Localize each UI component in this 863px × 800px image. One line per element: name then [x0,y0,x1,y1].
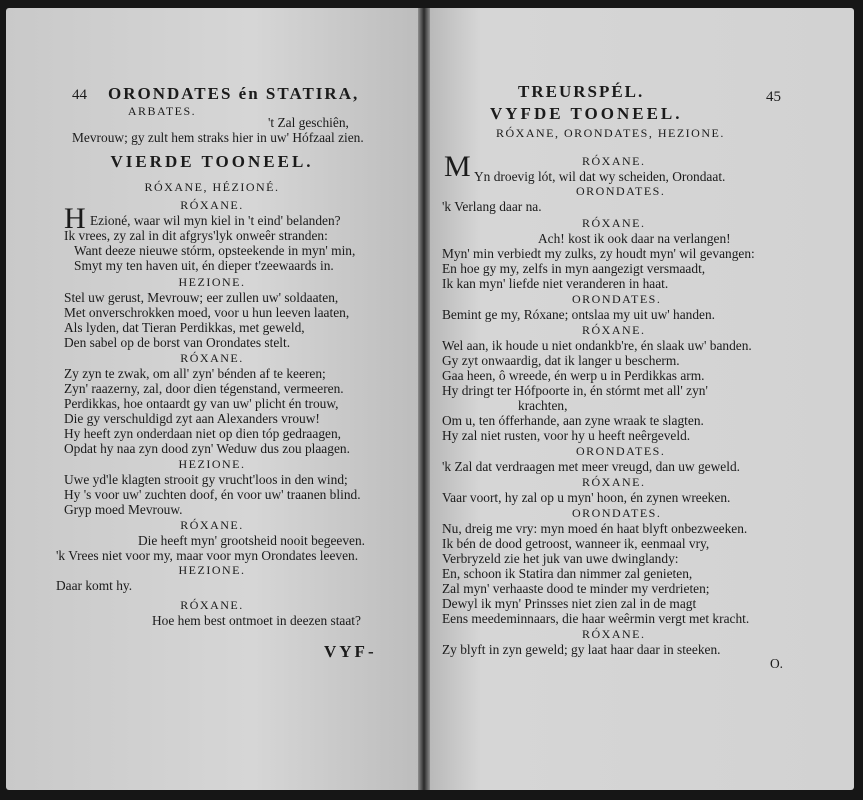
text-line: Ach! kost ik ook daar na verlangen! [538,231,731,246]
speaker-label: ORONDATES. [576,444,666,458]
running-head-right: TREURSPÉL. [518,82,645,101]
text-line: Hoe hem best ontmoet in deezen staat? [152,613,361,628]
left-page [6,8,418,790]
speaker-label: RÓXANE. [582,475,646,489]
scene-title: VIERDE TOONEEL. [110,152,314,171]
running-head-left: ORONDATES én STATIRA, [108,84,360,103]
speaker-label: RÓXANE. [180,351,244,365]
speaker-label: ORONDATES. [572,506,662,520]
speaker-label: ORONDATES. [572,292,662,306]
text-line: Vaar voort, hy zal op u myn' hoon, én zynen wreeken. [442,490,731,505]
text-line: Hy heeft zyn onderdaan niet op dien tóp gedraagen, [64,426,342,441]
text-line: krachten, [518,398,568,413]
drop-cap: H [64,202,86,235]
text-line: Ezioné, waar wil myn kiel in 't eind' belanden? [90,213,341,228]
speaker-label: RÓXANE. [180,518,244,532]
text-line: Ik bén de dood getroost, wanneer ik, eenmaal vry, [442,536,710,551]
speaker-label: RÓXANE. [180,198,244,212]
text-line: 't Zal geschiên, [268,115,349,130]
text-line: Verbryzeld zie het juk van uwe dwinglandy: [442,551,679,566]
text-line: 'k Vrees niet voor my, maar voor myn Orondates leeven. [56,548,359,563]
text-line: Uwe yd'le klagten strooit gy vrucht'loos in den wind; [64,472,348,487]
drop-cap: M [444,150,471,183]
speaker-label: HEZIONE. [178,457,246,471]
text-line: Met onverschrokken moed, voor u hun leeven laaten, [64,305,350,320]
text-line: Ik kan myn' liefde niet veranderen in haat. [442,276,669,291]
book-gutter [418,8,430,790]
text-line: Om u, ten ófferhande, aan zyne wraak te slagten. [442,413,704,428]
text-line: Zy blyft in zyn geweld; gy laat haar daar in steeken. [442,642,721,657]
speaker-label: RÓXANE. [582,154,646,168]
characters-line: RÓXANE, ORONDATES, HEZIONE. [496,126,725,140]
text-line: Hy zal niet rusten, voor hy u heeft neêrgeveld. [442,428,691,443]
text-line: 'k Zal dat verdraagen met meer vreugd, dan uw geweld. [442,459,741,474]
text-line: 'k Verlang daar na. [442,199,542,214]
text-line: Want deeze nieuwe stórm, opsteekende in myn' min, [74,243,356,258]
right-page [430,8,854,790]
speaker-label: ORONDATES. [576,184,666,198]
text-line: Wel aan, ik houde u niet ondankb're, én slaak uw' banden. [442,338,752,353]
speaker-label: ARBATES. [127,104,197,118]
text-line: Zal myn' verhaaste dood te minder my verdrieten; [442,581,710,596]
text-line: Mevrouw; gy zult hem straks hier in uw' Hófzaal zien. [72,130,364,145]
text-line: Die heeft myn' grootsheid nooit begeeven. [138,533,366,548]
speaker-label: RÓXANE. [582,323,646,337]
text-line: En hoe gy my, zelfs in myn aangezigt versmaadt, [442,261,706,276]
speaker-label: RÓXANE. [180,598,244,612]
text-line: Perdikkas, hoe ontaardt gy van uw' plicht én trouw, [64,396,339,411]
text-line: Als lyden, dat Tieran Perdikkas, met geweld, [64,320,305,335]
text-line: Hy 's voor uw' zuchten doof, én voor uw' traanen blind. [64,487,361,502]
text-line: Hy dringt ter Hófpoorte in, én stórmt met all' zyn' [442,383,708,398]
catchword: O. [770,656,784,671]
text-line: Myn' min verbiedt my zulks, zy houdt myn' wil gevangen: [442,246,755,261]
text-line: Zy zyn te zwak, om all' zyn' bénden af te keeren; [64,366,326,381]
text-line: Gaa heen, ô wreede, én werp u in Perdikkas arm. [442,368,705,383]
catchword: VYF- [324,642,377,661]
text-line: En, schoon ik Statira dan nimmer zal genieten, [442,566,693,581]
text-line: Stel uw gerust, Mevrouw; eer zullen uw' soldaaten, [64,290,339,305]
characters-line: RÓXANE, HÉZIONÉ. [144,180,280,194]
text-line: Gy zyt onwaardig, dat ik langer u bescherm. [442,353,680,368]
text-line: Gryp moed Mevrouw. [64,502,183,517]
text-line: Eens meedeminnaars, die haar weêrmin vergt met kracht. [442,611,750,626]
speaker-label: RÓXANE. [582,216,646,230]
text-line: Die gy verschuldigd zyt aan Alexanders vrouw! [64,411,320,426]
text-line: Smyt my ten haven uit, én dieper t'zeewaards in. [74,258,334,273]
speaker-label: RÓXANE. [582,627,646,641]
text-line: Bemint ge my, Róxane; ontslaa my uit uw' handen. [442,307,716,322]
text-line: Opdat hy naa zyn dood zyn' Weduw dus zou plaagen. [64,441,350,456]
speaker-label: HEZIONE. [178,563,246,577]
page-number-right: 45 [766,89,781,105]
scene-title: VYFDE TOONEEL. [490,104,683,123]
text-line: Zyn' raazerny, zal, door dien tégenstand, vermeeren. [64,381,344,396]
text-line: Nu, dreig me vry: myn moed én haat blyft onbezweeken. [442,521,748,536]
page-number-left: 44 [72,87,87,103]
text-line: Daar komt hy. [56,578,133,593]
text-line: Ik vrees, zy zal in dit afgrys'lyk onweêr stranden: [64,228,328,243]
text-line: Dewyl ik myn' Prinsses niet zien zal in de magt [442,596,697,611]
speaker-label: HEZIONE. [178,275,246,289]
text-line: Yn droevig lót, wil dat wy scheiden, Orondaat. [474,169,726,184]
text-line: Den sabel op de borst van Orondates stelt. [64,335,291,350]
